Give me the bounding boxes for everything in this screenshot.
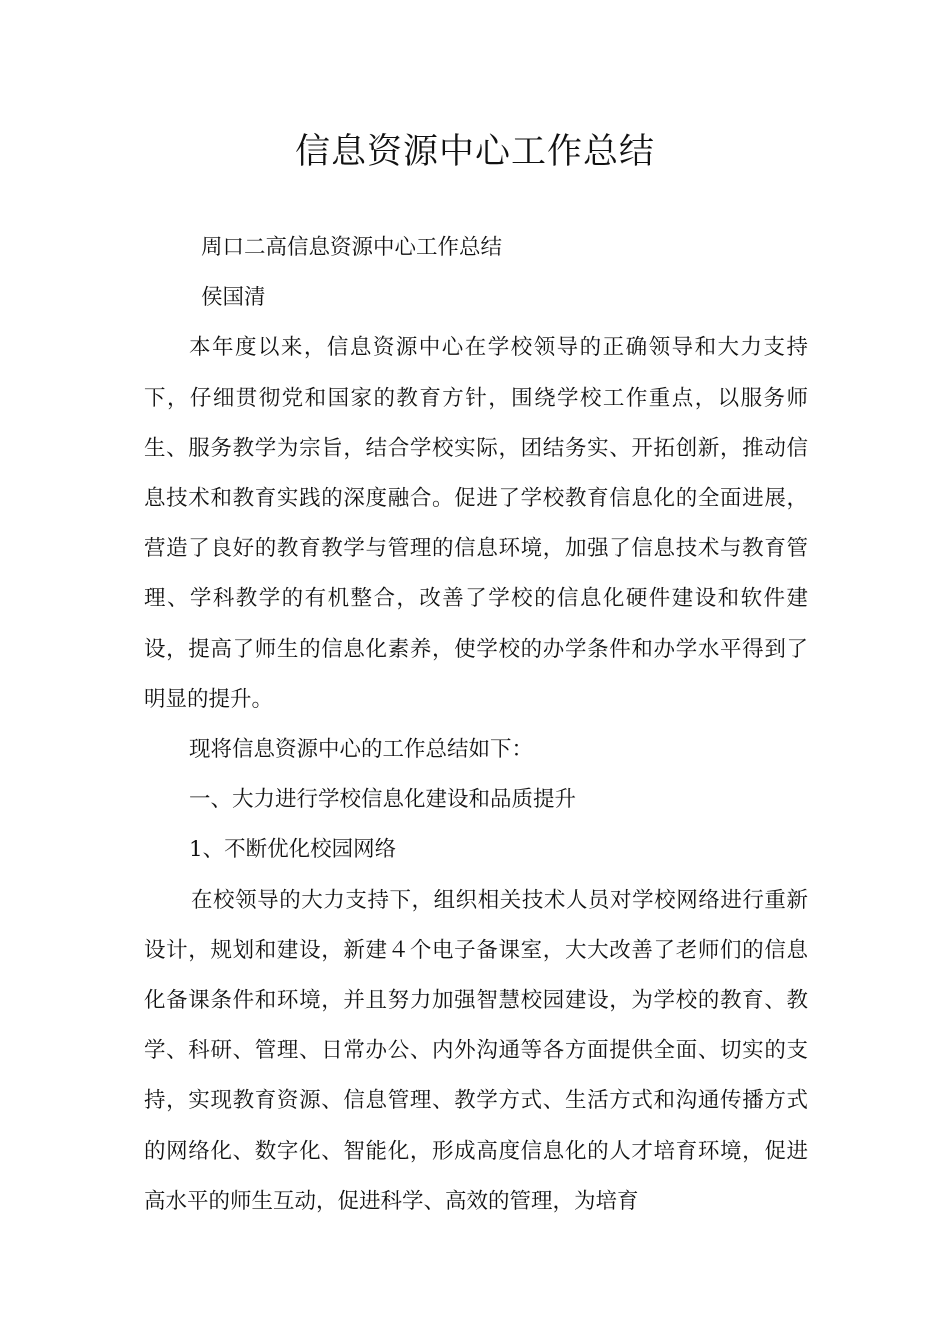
subsection-heading-1-1: 1、不断优化校园网络	[189, 837, 397, 863]
paragraph-summary-lead: 现将信息资源中心的工作总结如下：	[189, 737, 534, 763]
paragraph-network: 在校领导的大力支持下，组织相关技术人员对学校网络进行重新设计，规划和建设，新建４个电子备课室，大大改善了老师们的信息化备课条件和环境，并且努力加强智慧校园建设，为学校的教育、教学、科研、管理、日常办公、内外沟通等各方面提供全面、切实的支持，实现教育资源、信息管理、教学方式、生活方式和沟通传播方式的网络化、数字化、智能化，形成高度信息化的人才培育环境，促进高水平的师生互动，促进科学、高效的管理，为培育	[144, 887, 808, 1214]
document-subtitle: 周口二高信息资源中心工作总结	[201, 235, 503, 260]
paragraph-intro: 本年度以来，信息资源中心在学校领导的正确领导和大力支持下，仔细贯彻党和国家的教育方针，围绕学校工作重点，以服务师生、服务教学为宗旨，结合学校实际，团结务实、开拓创新，推动信息技术和教育实践的深度融合。促进了学校教育信息化的全面进展，营造了良好的教育教学与管理的信息环境，加强了信息技术与教育管理、学科教学的有机整合，改善了学校的信息化硬件建设和软件建设，提高了师生的信息化素养，使学校的办学条件和办学水平得到了明显的提升。	[144, 335, 808, 712]
document-author: 侯国清	[201, 285, 266, 311]
document-title: 信息资源中心工作总结	[294, 132, 655, 172]
document-body	[144, 223, 808, 1227]
section-heading-1: 一、大力进行学校信息化建设和品质提升	[189, 787, 577, 813]
